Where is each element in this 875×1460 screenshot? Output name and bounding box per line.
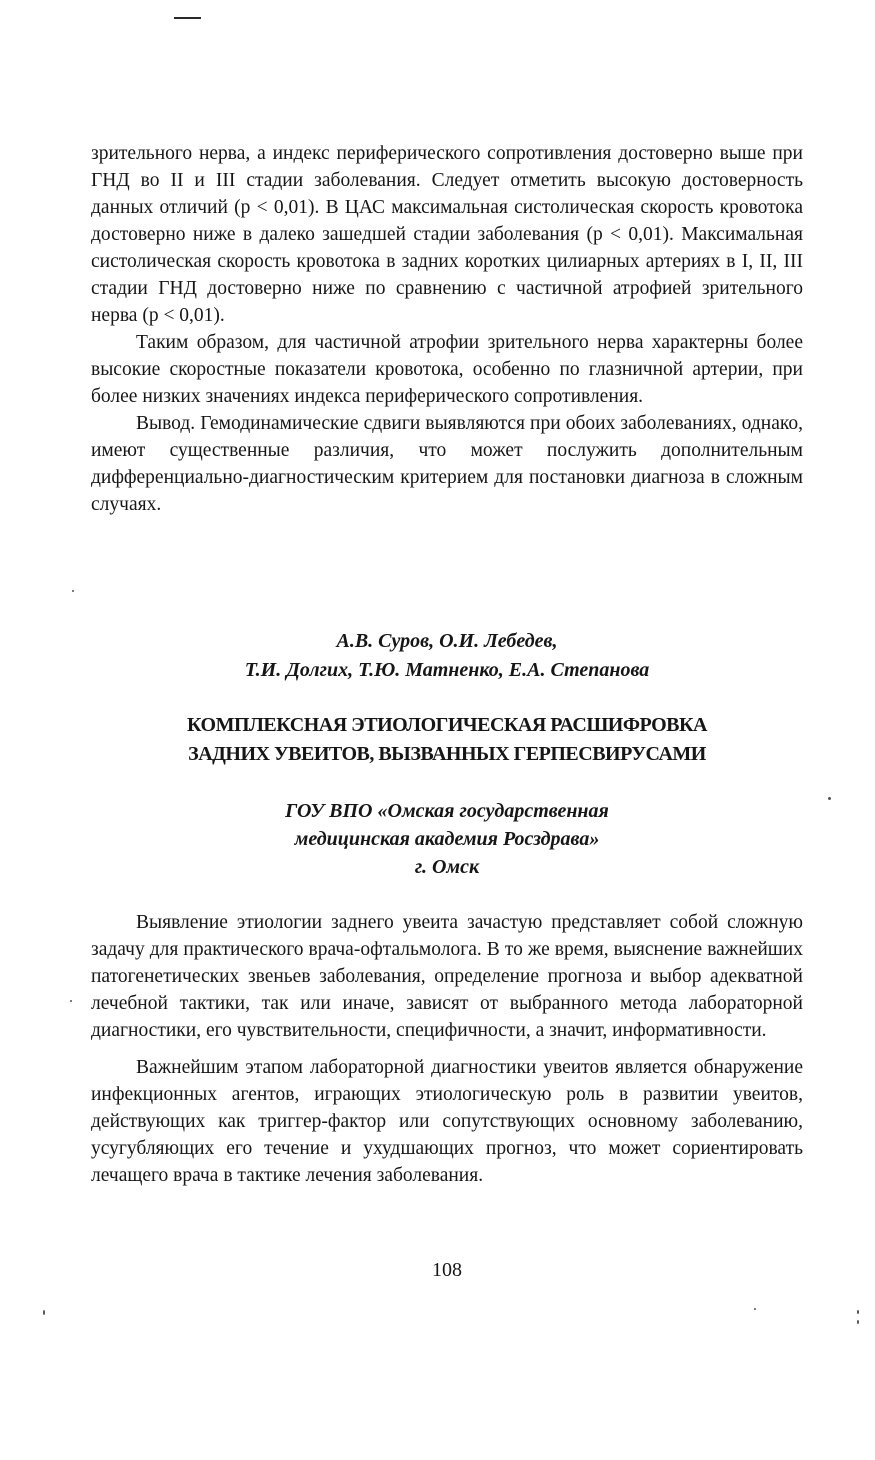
scan-speck	[857, 1310, 859, 1314]
scan-speck	[857, 1320, 859, 1324]
article-title	[91, 711, 803, 769]
header-rule	[174, 17, 201, 19]
affiliation-line-2: медицинская академия Росздрава»	[294, 828, 600, 850]
affiliation-city: г. Омск	[414, 856, 480, 878]
scan-speck	[72, 590, 74, 592]
paragraph-introduction: Выявление этиологии заднего увеита зачастую представляет собой сложную задачу для практического врача-офтальмолога. В то же время, выяснение важнейших патогенетических звеньев заболевания, определение прогноза и выбор адекватной лечебной тактики, так или иначе, зависят от выбранного метода лабораторной диагностики, его чувствительности, специфичности, а значит, информативности.	[91, 912, 803, 1041]
article-body	[91, 909, 803, 1189]
title-line-2: ЗАДНИХ УВЕИТОВ, ВЫЗВАННЫХ ГЕРПЕСВИРУСАМИ	[188, 743, 706, 765]
paragraph-conclusion: Вывод. Гемодинамические сдвиги выявляются при обоих заболеваниях, однако, имеют существенные различия, что может послужить дополнительным дифференциально-диагностическим критерием для постановки диагноза в сложным случаях.	[91, 413, 803, 515]
title-line-1: КОМПЛЕКСНАЯ ЭТИОЛОГИЧЕСКАЯ РАСШИФРОВКА	[187, 714, 707, 736]
authors-line-1: А.В. Суров, О.И. Лебедев,	[336, 630, 558, 652]
scan-speck	[70, 1000, 72, 1002]
authors-line-2: Т.И. Долгих, Т.Ю. Матненко, Е.А. Степанова	[244, 659, 650, 681]
paragraph-diagnostics: Важнейшим этапом лабораторной диагностики увеитов является обнаружение инфекционных агентов, играющих этиологическую роль в развитии увеитов, действующих как триггер-фактор или сопутствующих основному заболеванию, усугубляющих его течение и ухудшающих прогноз, что может сориентировать лечащего врача в тактике лечения заболевания.	[91, 1057, 803, 1186]
affiliation-line-1: ГОУ ВПО «Омская государственная	[285, 800, 609, 822]
scan-speck	[754, 1308, 756, 1310]
paragraph-continued-results: зрительного нерва, а индекс периферического сопротивления достоверно выше при ГНД во II и III стадии заболевания. Следует отметить высокую достоверность данных отличий (p < 0,01). В ЦАС максимальная систолическая скорость кровотока достоверно ниже в далеко зашедшей стадии заболевания (p < 0,01). Максимальная систолическая скорость кровотока в задних коротких цилиарных артериях в I, II, III стадии ГНД достоверно ниже по сравнению с частичной атрофией зрительного нерва (p < 0,01).	[91, 143, 803, 326]
scan-speck	[828, 797, 831, 800]
previous-article-conclusion	[91, 140, 803, 518]
article-authors	[91, 627, 803, 685]
page-number: 108	[432, 1259, 462, 1281]
article-affiliation	[91, 797, 803, 881]
scan-speck	[43, 1310, 45, 1315]
paragraph-summary: Таким образом, для частичной атрофии зрительного нерва характерны более высокие скоростные показатели кровотока, особенно по глазничной артерии, при более низких значениях индекса периферического сопротивления.	[91, 332, 803, 407]
